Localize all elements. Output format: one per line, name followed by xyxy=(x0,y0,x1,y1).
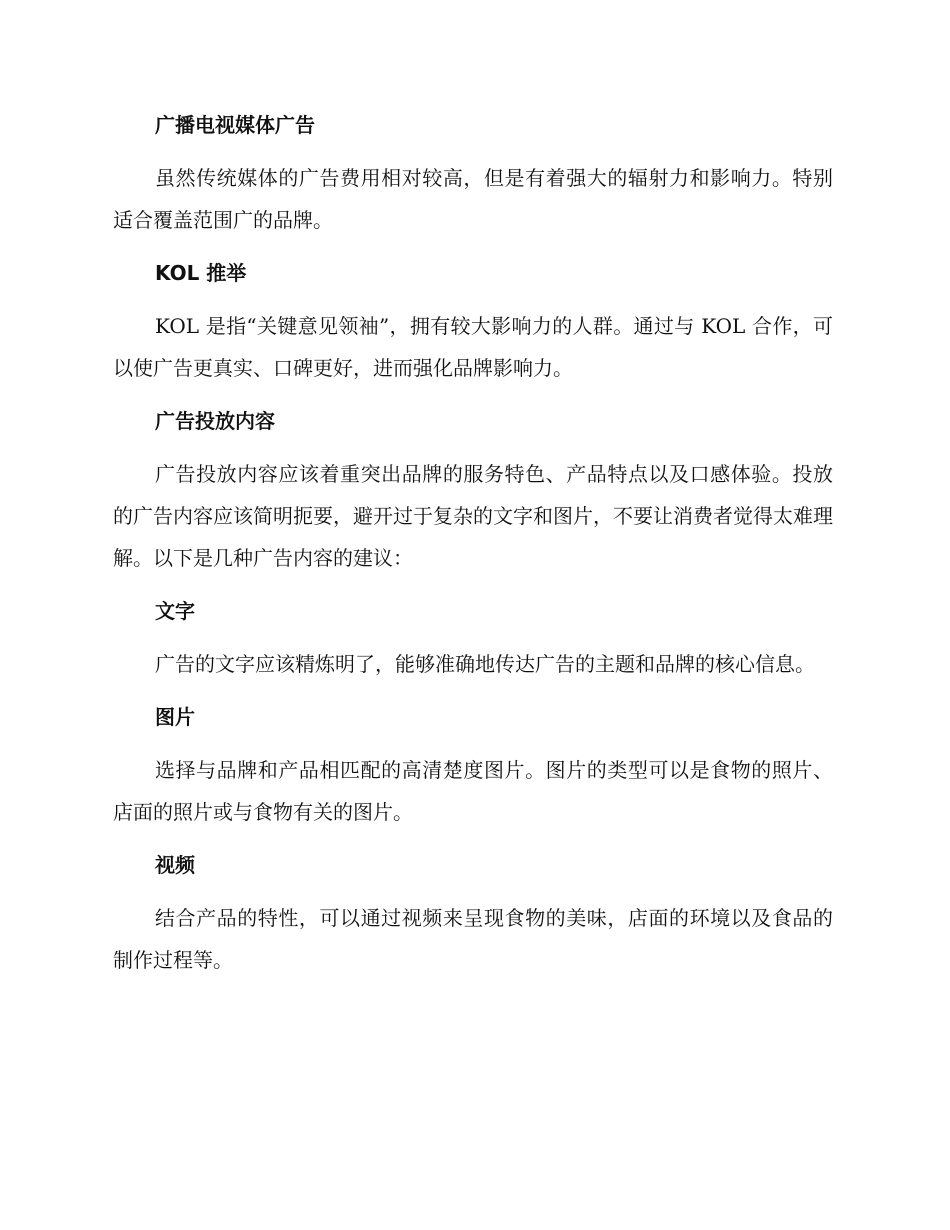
section-paragraph-images: 选择与品牌和产品相匹配的高清楚度图片。图片的类型可以是食物的照片、店面的照片或与食物有关的图片。 xyxy=(113,758,833,824)
section-paragraph-video: 结合产品的特性，可以通过视频来呈现食物的美味，店面的环境以及食品的制作过程等。 xyxy=(113,906,833,972)
section-paragraph-text: 广告的文字应该精炼明了，能够准确地传达广告的主题和品牌的核心信息。 xyxy=(155,652,815,676)
section-paragraph-broadcast-ads: 虽然传统媒体的广告费用相对较高，但是有着强大的辐射力和影响力。特别适合覆盖范围广的品牌。 xyxy=(113,166,833,232)
section-paragraph-ad-content: 广告投放内容应该着重突出品牌的服务特色、产品特点以及口感体验。投放的广告内容应该简明扼要，避开过于复杂的文字和图片，不要让消费者觉得太难理解。以下是几种广告内容的建议： xyxy=(113,462,833,570)
section-heading-broadcast-ads: 广播电视媒体广告 xyxy=(155,113,315,137)
section-heading-ad-content: 广告投放内容 xyxy=(155,409,275,433)
section-heading-kol: KOL 推举 xyxy=(155,261,247,285)
section-heading-video: 视频 xyxy=(155,853,195,877)
section-heading-images: 图片 xyxy=(155,705,195,729)
document-body xyxy=(113,104,833,992)
section-paragraph-kol: KOL 是指“关键意见领袖”，拥有较大影响力的人群。通过与 KOL 合作，可以使广告更真实、口碑更好，进而强化品牌影响力。 xyxy=(113,314,833,380)
section-heading-text: 文字 xyxy=(155,599,195,623)
